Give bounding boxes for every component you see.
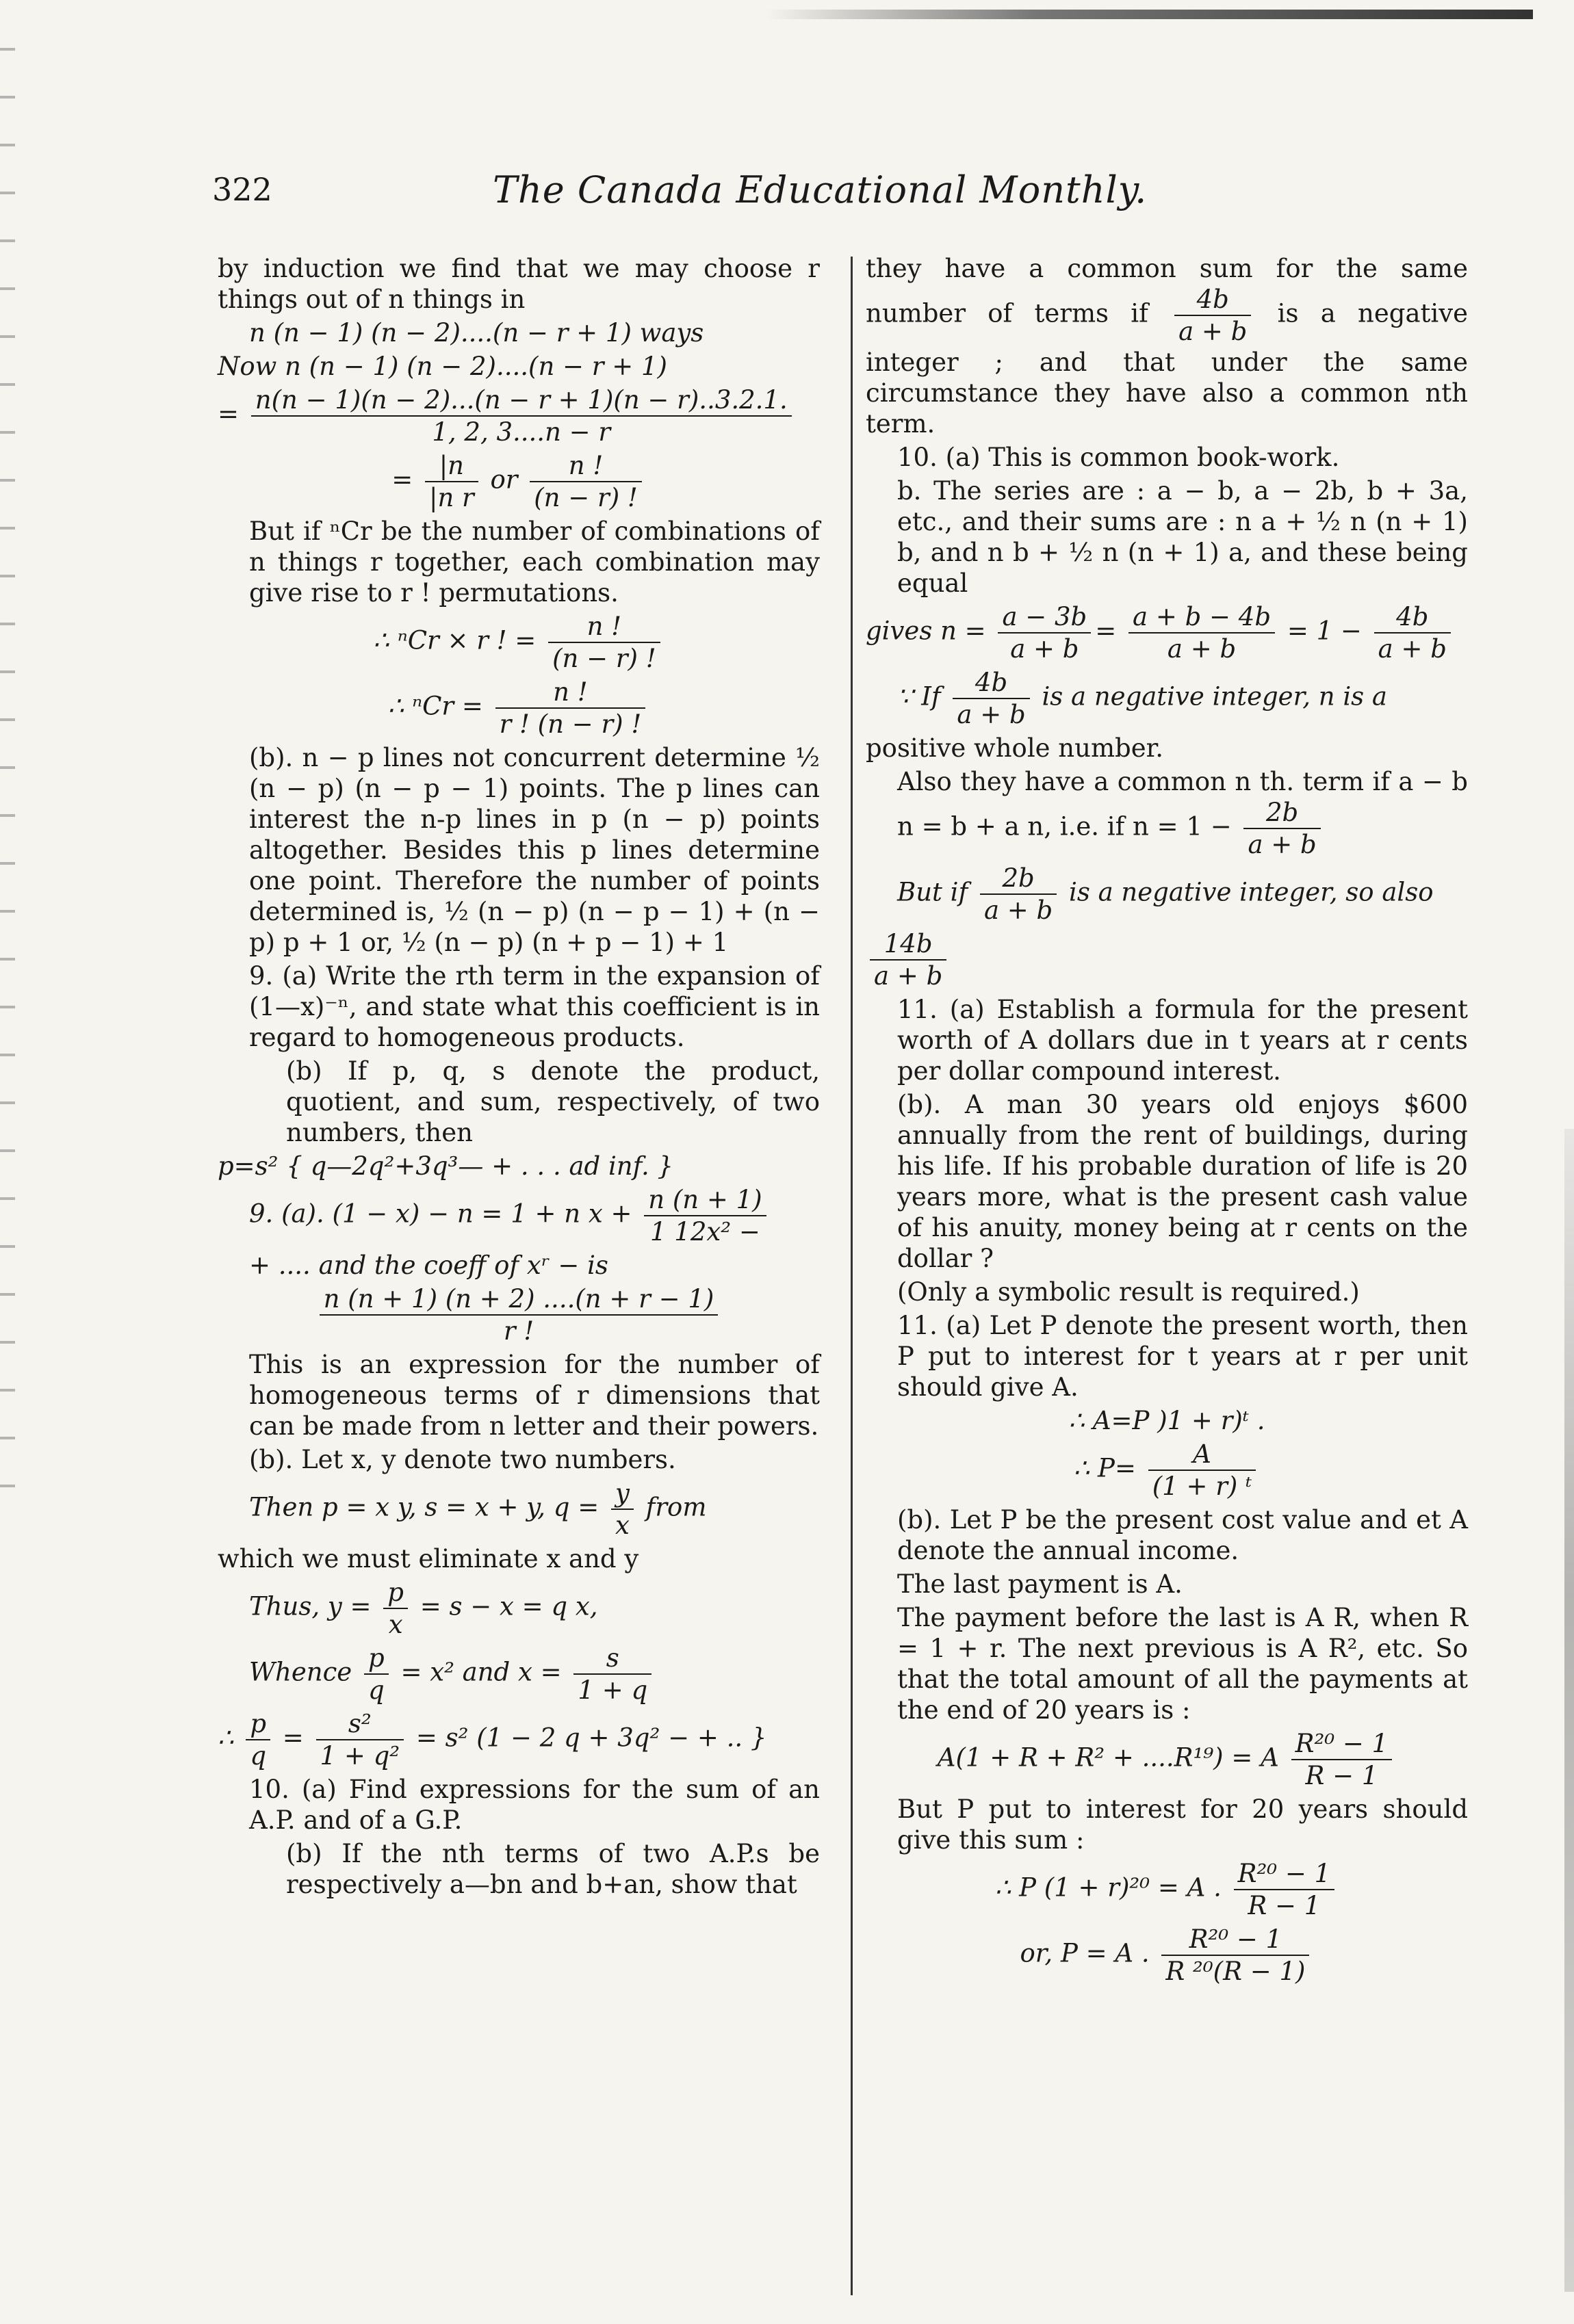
paragraph: (b) If the nth terms of two A.P.s be respectively a—bn and b+an, show that [286, 1839, 820, 1899]
paragraph: (b). Let P be the present cost value and et A denote the annual income. [897, 1505, 1468, 1565]
fraction: $\frac{\text{s²}}{\text{1 + q²}}$ [316, 1708, 404, 1771]
paragraph: 10. (a) This is common book-work. [897, 443, 1340, 472]
fraction: $\frac{4b}{a + b}$ [953, 667, 1029, 730]
paragraph: 9. (a) Write the rth term in the expansion of (1—x)⁻ⁿ, and state what this coefficient is in regard to homogeneous products. [249, 961, 820, 1052]
fraction: $\frac{A}{\text{(1 + r) ᵗ}}$ [1148, 1439, 1256, 1502]
right-scan-edge [1564, 1129, 1574, 2292]
column-divider [851, 257, 853, 2295]
fraction: $\frac{p}{q}$ [364, 1643, 389, 1706]
equation [866, 928, 1468, 991]
equation: ∴ P= $\frac{A}{\text{(1 + r) ᵗ}}$ [866, 1439, 1468, 1502]
paragraph: by induction we find that we may choose r things out of n things in [218, 254, 820, 314]
fraction: $\frac{n !}{r ! (n - r) !}$ [495, 677, 646, 740]
paragraph: 11. (a) Establish a formula for the present worth of A dollars due in t years at r cents per dollar compound interest. [897, 995, 1468, 1086]
fraction: $\frac{4b}{a + b}$ [1174, 284, 1251, 347]
right-column [866, 253, 1468, 1989]
equation: 9. (a). (1 − x) − n = 1 + n x + $\frac{n (n + 1)}{\text{1 12x² −}}$ [218, 1184, 820, 1247]
equation: Now n (n − 1) (n − 2)....(n − r + 1) [218, 352, 667, 381]
fraction: $\frac{a + b - 4b}{a + b}$ [1128, 601, 1275, 664]
equation: Whence $\frac{p}{q}$ = x² and x = $\frac{s}{1 + q}$ [218, 1643, 820, 1706]
fraction: $\frac{2b}{a + b}$ [980, 863, 1057, 926]
fraction: $\frac{y}{x}$ [611, 1478, 634, 1541]
paragraph: The payment before the last is A R, when R = 1 + r. The next previous is A R², etc. So that the total amount of all the payments at the end of 20 years is : [897, 1603, 1468, 1725]
fraction: $\frac{a - 3b}{a + b}$ [998, 601, 1091, 664]
paragraph: This is an expression for the number of homogeneous terms of r dimensions that can be made from n letter and their powers. [249, 1350, 820, 1441]
paragraph: But P put to interest for 20 years should give this sum : [897, 1794, 1468, 1855]
fraction: $\frac{2b}{a + b}$ [1243, 797, 1320, 860]
paragraph: (b). Let x, y denote two numbers. [249, 1445, 676, 1474]
paragraph: The last payment is A. [897, 1569, 1183, 1599]
equation: ∴ ⁿCr × r ! = $\frac{n !}{(n - r) !}$ [218, 611, 820, 674]
equation [218, 1283, 820, 1346]
paragraph: 11. (a) Let P denote the present worth, then P put to interest for t years at r per unit should give A. [897, 1311, 1468, 1402]
fraction: $\frac{n !}{(n - r) !}$ [530, 450, 642, 513]
equation: But if $\frac{2b}{a + b}$ is a negative integer, so also [897, 863, 1434, 925]
paragraph: positive whole number. [866, 733, 1164, 763]
paragraph: (b). n − p lines not concurrent determine ½ (n − p) (n − p − 1) points. The p lines can interest the n-p lines in p (n − p) points altogether. Besides this p lines determine one point. Therefore the number of points determined is, ½ (n − p) (n − p − 1) + (n − p) p + 1 or, ½ (n − p) (n + p − 1) + 1 [249, 743, 820, 957]
page-number: 322 [212, 171, 272, 208]
fraction: $\frac{\text{R²⁰ − 1}}{\text{R ²⁰(R − 1)}}$ [1161, 1924, 1309, 1987]
fraction: $\frac{4b}{a + b}$ [1374, 601, 1451, 664]
equation: Then p = x y, s = x + y, q = $\frac{y}{x}$ from [249, 1478, 707, 1540]
paragraph: (Only a symbolic result is required.) [897, 1277, 1360, 1307]
equation: ∴ ⁿCr = $\frac{n !}{r ! (n - r) !}$ [218, 677, 820, 740]
equation: = $\frac{n(n - 1)(n - 2)...(n - r + 1)(n - r)..3.2.1.}{1, 2, 3....n - r}$ [218, 384, 820, 447]
equation: = $\frac{|n}{\text{|n r}}$ or $\frac{n !}{(n - r) !}$ [218, 450, 820, 513]
fraction: $\frac{n (n + 1)}{\text{1 12x² −}}$ [644, 1184, 766, 1247]
equation: gives n = $\frac{a - 3b}{a + b}$ = $\frac{a + b - 4b}{a + b}$ = 1 − $\frac{4b}{a + b}$ [866, 601, 1468, 664]
paragraph: (b) If p, q, s denote the product, quotient, and sum, respectively, of two numbers, then [286, 1056, 820, 1147]
paragraph: they have a common sum for the same number of terms if $\frac{4b}{a + b}$ is a negative integer ; and that under the same circumstance they have also a common nth term. [866, 254, 1469, 439]
equation: + .... and the coeff of xʳ − is [249, 1251, 608, 1280]
paragraph: b. The series are : a − b, a − 2b, b + 3a, etc., and their sums are : n a + ½ n (n + 1) b, and n b + ½ n (n + 1) a, and these being equal [897, 476, 1468, 598]
fraction: $\frac{n !}{(n - r) !}$ [548, 611, 660, 674]
fraction: $\frac{p}{q}$ [246, 1708, 270, 1771]
equation: ∵ If $\frac{4b}{a + b}$ is a negative integer, n is a [897, 668, 1387, 729]
equation: ∴ $\frac{p}{q}$ = $\frac{\text{s²}}{\text{1 + q²}}$ = s² (1 − 2 q + 3q² − + .. } [218, 1709, 767, 1771]
equation: p=s² { q—2q²+3q³— + . . . ad inf. } [218, 1151, 674, 1181]
left-column [218, 253, 820, 1903]
fraction: $\frac{14b}{a + b}$ [870, 928, 946, 991]
equation: ∴ A=P )1 + r)ᵗ . [1068, 1406, 1265, 1435]
running-title: The Canada Educational Monthly. [493, 168, 1148, 211]
fraction: $\frac{p}{x}$ [383, 1577, 408, 1640]
paragraph: 10. (a) Find expressions for the sum of an A.P. and of a G.P. [249, 1775, 820, 1835]
equation: A(1 + R + R² + ....R¹⁹) = A $\frac{\text{R²⁰ − 1}}{R - 1}$ [866, 1728, 1468, 1791]
paragraph: But if ⁿCr be the number of combinations of n things r together, each combination may give rise to r ! permutations. [249, 517, 820, 608]
paragraph: Also they have a common n th. term if a − b n = b + a n, i.e. if n = 1 − $\frac{2b}{a + b}$ [897, 767, 1468, 859]
equation: ∴ P (1 + r)²⁰ = A . $\frac{\text{R²⁰ − 1}}{R - 1}$ [866, 1858, 1468, 1921]
fraction: $\frac{\text{R²⁰ − 1}}{R - 1}$ [1234, 1858, 1335, 1921]
paragraph: which we must eliminate x and y [218, 1544, 639, 1574]
fraction: $\frac{n(n - 1)(n - 2)...(n - r + 1)(n - r)..3.2.1.}{1, 2, 3....n - r}$ [251, 384, 792, 447]
fraction: $\frac{|n}{\text{|n r}}$ [425, 450, 478, 513]
equation: Thus, y = $\frac{p}{x}$ = s − x = q x, [249, 1578, 598, 1639]
fraction: $\frac{\text{R²⁰ − 1}}{R - 1}$ [1291, 1728, 1393, 1791]
fraction: $\frac{s}{1 + q}$ [573, 1643, 651, 1706]
top-edge-bar [766, 10, 1533, 19]
left-binding-edge [0, 27, 15, 1532]
equation: or, P = A . $\frac{\text{R²⁰ − 1}}{\text{R ²⁰(R − 1)}}$ [866, 1924, 1468, 1987]
fraction: $\frac{n (n + 1) (n + 2) ....(n + r - 1)}{r !}$ [320, 1283, 719, 1346]
paragraph: (b). A man 30 years old enjoys $600 annually from the rent of buildings, during his life. If his probable duration of life is 20 years more, what is the present cash value of his anuity, money being at r cents on the dollar ? [897, 1090, 1468, 1273]
equation: n (n − 1) (n − 2)....(n − r + 1) ways [249, 318, 704, 348]
